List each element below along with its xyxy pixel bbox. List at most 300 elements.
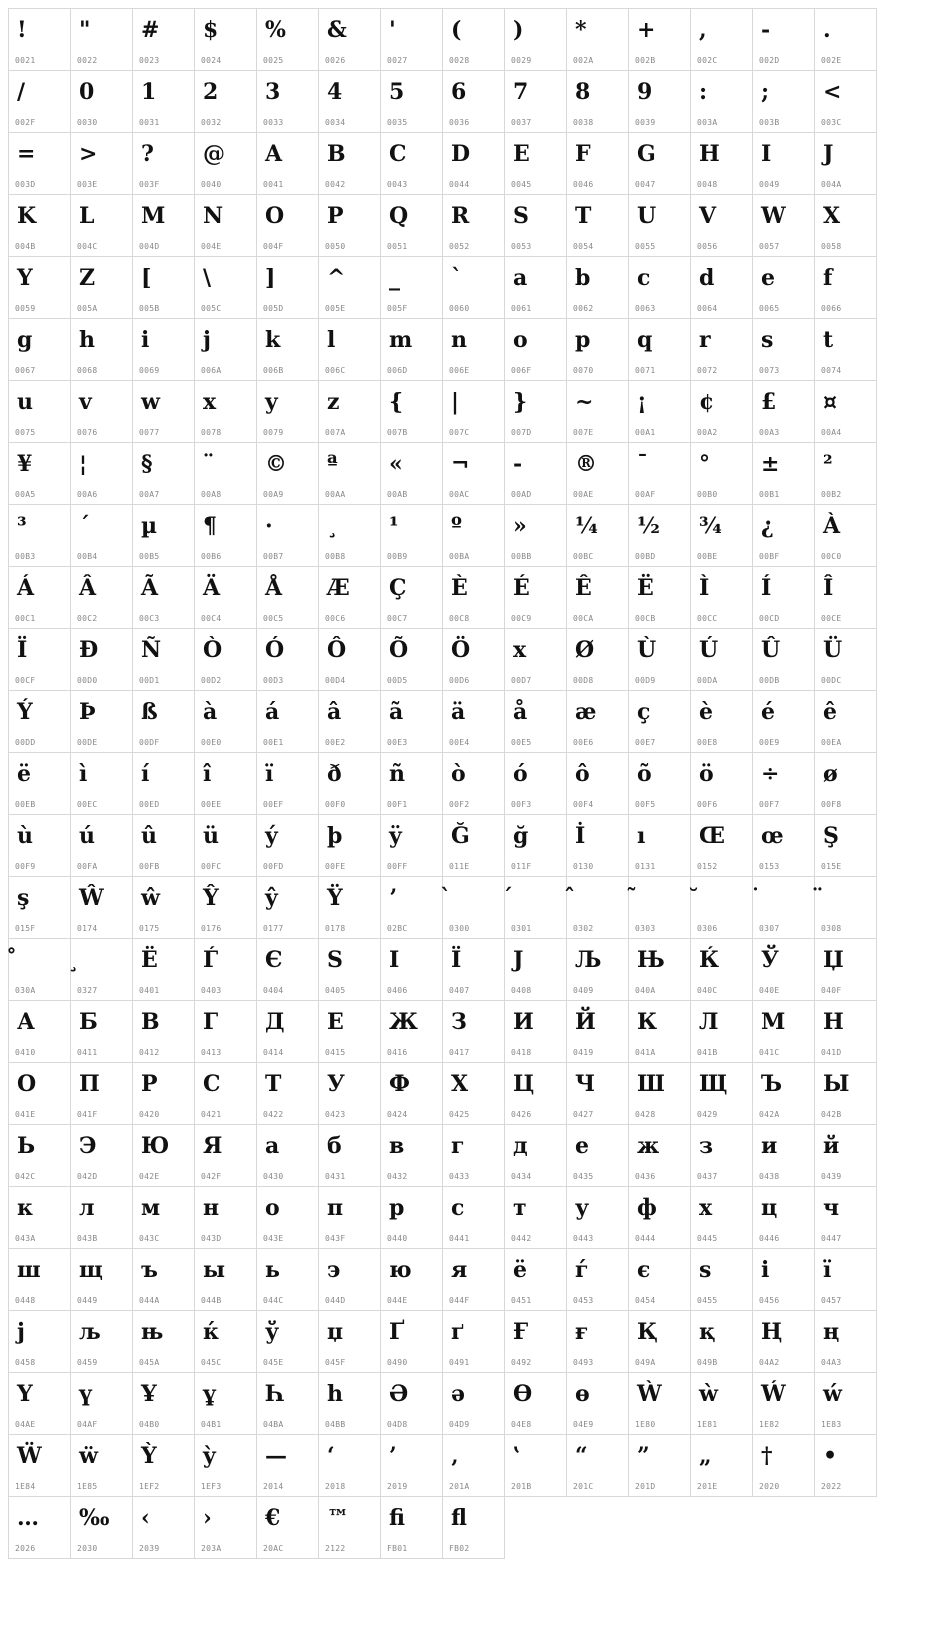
glyph-sample: ¯ — [637, 451, 648, 477]
glyph-cell — [505, 753, 567, 815]
glyph-sample: Ё — [141, 947, 158, 973]
glyph-cell — [71, 1001, 133, 1063]
glyph-sample: ª — [327, 451, 338, 477]
glyph-sample: û — [141, 823, 157, 849]
codepoint-label: 043C — [139, 1234, 160, 1243]
codepoint-label: 0048 — [697, 180, 718, 189]
codepoint-label: 0457 — [821, 1296, 842, 1305]
codepoint-label: 0022 — [77, 56, 98, 65]
glyph-cell — [195, 381, 257, 443]
glyph-cell — [319, 505, 381, 567]
codepoint-label: 0491 — [449, 1358, 470, 1367]
glyph-cell — [567, 257, 629, 319]
glyph-sample: G — [637, 141, 656, 167]
glyph-cell — [257, 1497, 319, 1559]
codepoint-label: 0057 — [759, 242, 780, 251]
glyph-cell — [9, 443, 71, 505]
codepoint-label: 007B — [387, 428, 408, 437]
glyph-sample: ý — [265, 823, 278, 849]
glyph-sample: Ê — [575, 575, 592, 601]
glyph-sample: à — [203, 699, 218, 725]
glyph-sample: н — [203, 1195, 220, 1221]
glyph-sample: Ý — [17, 699, 33, 725]
codepoint-label: 00C5 — [263, 614, 284, 623]
codepoint-label: 0052 — [449, 242, 470, 251]
codepoint-label: 04D9 — [449, 1420, 470, 1429]
glyph-cell — [319, 1311, 381, 1373]
glyph-sample: ÿ — [389, 823, 402, 849]
codepoint-label: 0411 — [77, 1048, 98, 1057]
glyph-sample: n — [451, 327, 467, 353]
glyph-cell — [9, 1001, 71, 1063]
codepoint-label: 040F — [821, 986, 842, 995]
glyph-cell — [691, 1435, 753, 1497]
glyph-sample: Â — [79, 575, 97, 601]
glyph-cell — [567, 939, 629, 1001]
codepoint-label: 0445 — [697, 1234, 718, 1243]
glyph-cell — [133, 1063, 195, 1125]
glyph-sample: a — [513, 265, 528, 291]
codepoint-label: 007D — [511, 428, 532, 437]
glyph-cell — [257, 505, 319, 567]
codepoint-label: 00DB — [759, 676, 780, 685]
glyph-cell — [753, 195, 815, 257]
codepoint-label: 0034 — [325, 118, 346, 127]
glyph-sample: ² — [823, 451, 833, 477]
glyph-cell — [71, 1063, 133, 1125]
codepoint-label: 00CC — [697, 614, 718, 623]
codepoint-label: 00F4 — [573, 800, 594, 809]
codepoint-label: 00AF — [635, 490, 656, 499]
glyph-cell — [133, 443, 195, 505]
glyph-sample: ` — [451, 265, 462, 291]
glyph-cell — [567, 443, 629, 505]
codepoint-label: 00CD — [759, 614, 780, 623]
codepoint-label: 0041 — [263, 180, 284, 189]
codepoint-label: 0178 — [325, 924, 346, 933]
codepoint-label: 00C6 — [325, 614, 346, 623]
glyph-sample: £ — [761, 389, 777, 415]
glyph-cell — [815, 1187, 877, 1249]
glyph-sample: { — [389, 389, 404, 415]
glyph-sample: Å — [265, 575, 283, 601]
codepoint-label: 00C4 — [201, 614, 222, 623]
glyph-cell — [9, 1435, 71, 1497]
glyph-sample: о — [265, 1195, 280, 1221]
codepoint-label: 04B1 — [201, 1420, 222, 1429]
glyph-cell — [71, 1435, 133, 1497]
glyph-sample: Ъ — [761, 1071, 783, 1097]
glyph-cell — [319, 257, 381, 319]
codepoint-label: 04E9 — [573, 1420, 594, 1429]
codepoint-label: 00EB — [15, 800, 36, 809]
codepoint-label: 0459 — [77, 1358, 98, 1367]
glyph-sample: л — [79, 1195, 95, 1221]
glyph-cell — [133, 877, 195, 939]
glyph-sample: , — [699, 17, 707, 43]
codepoint-label: 0429 — [697, 1110, 718, 1119]
glyph-sample: ‹ — [141, 1505, 150, 1531]
glyph-cell — [319, 1063, 381, 1125]
glyph-cell — [753, 1063, 815, 1125]
codepoint-label: 00C0 — [821, 552, 842, 561]
glyph-sample: - — [761, 17, 771, 43]
glyph-cell — [257, 1001, 319, 1063]
glyph-sample: A — [265, 141, 283, 167]
glyph-sample: ¶ — [203, 513, 217, 539]
codepoint-label: 003E — [77, 180, 98, 189]
codepoint-label: 0403 — [201, 986, 222, 995]
glyph-cell — [815, 319, 877, 381]
codepoint-label: 04D8 — [387, 1420, 408, 1429]
glyph-cell — [443, 1373, 505, 1435]
codepoint-label: 040A — [635, 986, 656, 995]
glyph-sample: Ж — [389, 1009, 418, 1035]
codepoint-label: 00D3 — [263, 676, 284, 685]
glyph-sample: ð — [327, 761, 342, 787]
glyph-sample: ^ — [327, 265, 346, 291]
glyph-sample: ж — [637, 1133, 660, 1159]
codepoint-label: 0055 — [635, 242, 656, 251]
glyph-sample: я — [451, 1257, 468, 1283]
glyph-sample: ь — [265, 1257, 280, 1283]
glyph-sample: 6 — [451, 79, 467, 105]
codepoint-label: 0079 — [263, 428, 284, 437]
glyph-cell — [133, 1125, 195, 1187]
glyph-cell — [691, 71, 753, 133]
glyph-cell — [567, 629, 629, 691]
codepoint-label: 004C — [77, 242, 98, 251]
glyph-cell — [381, 1497, 443, 1559]
glyph-sample: › — [203, 1505, 212, 1531]
glyph-cell — [257, 1249, 319, 1311]
codepoint-label: 005E — [325, 304, 346, 313]
glyph-sample: ¡ — [637, 389, 647, 415]
glyph-cell — [443, 319, 505, 381]
glyph-cell — [691, 939, 753, 1001]
glyph-cell — [753, 1373, 815, 1435]
glyph-sample: Ѓ — [203, 947, 219, 973]
codepoint-label: 041C — [759, 1048, 780, 1057]
glyph-sample: Т — [265, 1071, 282, 1097]
glyph-cell — [443, 877, 505, 939]
glyph-sample: Q — [389, 203, 409, 229]
codepoint-label: 00CB — [635, 614, 656, 623]
glyph-cell — [753, 319, 815, 381]
glyph-sample: é — [761, 699, 775, 725]
codepoint-label: 00EF — [263, 800, 284, 809]
glyph-sample: Ş — [823, 823, 839, 849]
codepoint-label: 042E — [139, 1172, 160, 1181]
glyph-sample: ẁ — [699, 1381, 718, 1407]
glyph-cell — [195, 1497, 257, 1559]
codepoint-label: 0419 — [573, 1048, 594, 1057]
codepoint-label: FB02 — [449, 1544, 470, 1553]
glyph-sample: « — [389, 451, 403, 477]
glyph-cell — [71, 815, 133, 877]
glyph-sample: Ш — [637, 1071, 665, 1097]
glyph-sample: ' — [389, 17, 396, 43]
glyph-sample: Ŷ — [203, 885, 219, 911]
glyph-sample: Ẅ — [17, 1443, 42, 1469]
glyph-cell — [195, 1187, 257, 1249]
glyph-sample: ş — [17, 885, 30, 911]
glyph-sample: » — [513, 513, 527, 539]
codepoint-label: 0455 — [697, 1296, 718, 1305]
codepoint-label: 005B — [139, 304, 160, 313]
codepoint-label: 0430 — [263, 1172, 284, 1181]
codepoint-label: 0415 — [325, 1048, 346, 1057]
codepoint-label: 00DE — [77, 738, 98, 747]
codepoint-label: 0036 — [449, 118, 470, 127]
codepoint-label: 1E84 — [15, 1482, 36, 1491]
glyph-cell — [691, 319, 753, 381]
glyph-sample: Û — [761, 637, 781, 663]
glyph-cell — [567, 71, 629, 133]
glyph-cell — [9, 1187, 71, 1249]
glyph-cell — [195, 691, 257, 753]
glyph-sample: — — [265, 1443, 287, 1469]
glyph-sample: µ — [141, 513, 158, 539]
glyph-sample: æ — [575, 699, 597, 725]
glyph-sample: À — [823, 513, 841, 539]
glyph-sample: ŷ — [265, 885, 278, 911]
codepoint-label: 04BA — [263, 1420, 284, 1429]
glyph-cell — [567, 1435, 629, 1497]
glyph-sample: ẅ — [79, 1443, 98, 1469]
glyph-cell — [195, 1435, 257, 1497]
glyph-cell — [319, 877, 381, 939]
codepoint-label: 201A — [449, 1482, 470, 1491]
codepoint-label: 045A — [139, 1358, 160, 1367]
codepoint-label: 006E — [449, 366, 470, 375]
glyph-sample: [ — [141, 265, 152, 291]
codepoint-label: 0440 — [387, 1234, 408, 1243]
glyph-sample: ғ — [575, 1319, 589, 1345]
codepoint-label: 002E — [821, 56, 842, 65]
glyph-sample: ” — [637, 1443, 650, 1469]
glyph-cell — [815, 133, 877, 195]
codepoint-label: 04B0 — [139, 1420, 160, 1429]
glyph-cell — [71, 1249, 133, 1311]
glyph-cell — [691, 133, 753, 195]
codepoint-label: 0056 — [697, 242, 718, 251]
glyph-cell — [629, 567, 691, 629]
glyph-sample: Ò — [203, 637, 223, 663]
glyph-cell — [505, 877, 567, 939]
glyph-sample: B — [327, 141, 346, 167]
glyph-sample: ¸ — [327, 513, 338, 539]
glyph-sample: Ÿ — [327, 885, 343, 911]
codepoint-label: 00F9 — [15, 862, 36, 871]
glyph-cell — [691, 1373, 753, 1435]
glyph-cell — [815, 815, 877, 877]
glyph-sample: ј — [17, 1319, 25, 1345]
glyph-sample: ê — [823, 699, 837, 725]
glyph-cell — [71, 381, 133, 443]
glyph-sample: Х — [451, 1071, 469, 1097]
glyph-cell — [567, 195, 629, 257]
glyph-cell — [133, 1311, 195, 1373]
codepoint-label: 00AB — [387, 490, 408, 499]
codepoint-label: 0040 — [201, 180, 222, 189]
glyph-cell — [629, 71, 691, 133]
codepoint-label: 00D1 — [139, 676, 160, 685]
codepoint-label: 0071 — [635, 366, 656, 375]
glyph-cell — [195, 1063, 257, 1125]
glyph-sample: ï — [265, 761, 274, 787]
codepoint-label: 045E — [263, 1358, 284, 1367]
glyph-sample: . — [823, 17, 831, 43]
codepoint-label: 041D — [821, 1048, 842, 1057]
codepoint-label: 00E7 — [635, 738, 656, 747]
codepoint-label: 002A — [573, 56, 594, 65]
glyph-sample: ò — [451, 761, 466, 787]
glyph-cell — [567, 1063, 629, 1125]
glyph-cell — [815, 567, 877, 629]
glyph-cell — [257, 1187, 319, 1249]
glyph-cell — [9, 567, 71, 629]
codepoint-label: 0058 — [821, 242, 842, 251]
glyph-cell — [505, 71, 567, 133]
codepoint-label: 00D5 — [387, 676, 408, 685]
glyph-sample: © — [265, 451, 287, 477]
glyph-cell — [195, 815, 257, 877]
glyph-cell — [71, 319, 133, 381]
glyph-sample: Ë — [637, 575, 654, 601]
glyph-cell — [319, 815, 381, 877]
glyph-sample: Í — [761, 575, 772, 601]
glyph-sample: L — [79, 203, 95, 229]
codepoint-label: 0428 — [635, 1110, 656, 1119]
glyph-sample: È — [451, 575, 468, 601]
glyph-cell — [753, 71, 815, 133]
codepoint-label: 00F0 — [325, 800, 346, 809]
glyph-sample: Ã — [141, 575, 159, 601]
glyph-sample: Ќ — [699, 947, 720, 973]
glyph-cell — [9, 939, 71, 1001]
glyph-cell — [753, 257, 815, 319]
glyph-cell — [319, 567, 381, 629]
codepoint-label: 00D6 — [449, 676, 470, 685]
glyph-cell — [71, 939, 133, 1001]
glyph-cell — [753, 1311, 815, 1373]
glyph-sample: Б — [79, 1009, 98, 1035]
glyph-cell — [753, 691, 815, 753]
glyph-cell — [505, 9, 567, 71]
glyph-sample: ~ — [575, 389, 594, 415]
glyph-sample: х — [699, 1195, 713, 1221]
codepoint-label: 0044 — [449, 180, 470, 189]
glyph-cell — [629, 133, 691, 195]
codepoint-label: 044F — [449, 1296, 470, 1305]
glyph-sample: „ — [699, 1443, 712, 1469]
glyph-cell — [257, 753, 319, 815]
codepoint-label: 0065 — [759, 304, 780, 313]
glyph-sample: ä — [451, 699, 466, 725]
codepoint-label: 00A5 — [15, 490, 36, 499]
glyph-cell — [381, 939, 443, 1001]
glyph-sample: џ — [327, 1319, 344, 1345]
codepoint-label: 0405 — [325, 986, 346, 995]
codepoint-label: 2122 — [325, 1544, 346, 1553]
codepoint-label: 049B — [697, 1358, 718, 1367]
glyph-cell — [629, 381, 691, 443]
glyph-cell — [9, 815, 71, 877]
glyph-sample: Г — [203, 1009, 219, 1035]
glyph-cell — [9, 195, 71, 257]
glyph-sample: œ — [761, 823, 784, 849]
codepoint-label: 00D9 — [635, 676, 656, 685]
codepoint-label: 00C8 — [449, 614, 470, 623]
glyph-cell — [753, 9, 815, 71]
glyph-sample: ¥ — [17, 451, 33, 477]
codepoint-label: 00F8 — [821, 800, 842, 809]
glyph-sample: ñ — [389, 761, 405, 787]
glyph-sample: N — [203, 203, 224, 229]
glyph-cell — [381, 877, 443, 939]
glyph-sample: • — [823, 1443, 838, 1469]
glyph-cell — [257, 1435, 319, 1497]
glyph-sample: ¹ — [389, 513, 399, 539]
codepoint-label: 00FC — [201, 862, 222, 871]
glyph-sample: Ы — [823, 1071, 850, 1097]
codepoint-label: 00C3 — [139, 614, 160, 623]
glyph-sample: ʼ — [389, 885, 397, 911]
glyph-sample: ө — [575, 1381, 590, 1407]
glyph-sample: И — [513, 1009, 534, 1035]
codepoint-label: 002D — [759, 56, 780, 65]
glyph-sample: Ц — [513, 1071, 535, 1097]
glyph-cell — [629, 9, 691, 71]
codepoint-label: 00FE — [325, 862, 346, 871]
codepoint-label: 042B — [821, 1110, 842, 1119]
glyph-sample: Љ — [575, 947, 602, 973]
glyph-sample: = — [17, 141, 36, 167]
codepoint-label: 00F6 — [697, 800, 718, 809]
codepoint-label: 0027 — [387, 56, 408, 65]
glyph-cell — [505, 691, 567, 753]
glyph-cell — [753, 133, 815, 195]
glyph-sample: § — [141, 451, 153, 477]
glyph-cell — [9, 9, 71, 71]
codepoint-label: 0401 — [139, 986, 160, 995]
glyph-sample: i — [141, 327, 150, 353]
glyph-cell — [195, 505, 257, 567]
glyph-cell — [9, 691, 71, 753]
codepoint-label: 00D4 — [325, 676, 346, 685]
glyph-cell — [319, 71, 381, 133]
glyph-sample: ң — [823, 1319, 840, 1345]
glyph-sample: 9 — [637, 79, 653, 105]
glyph-sample: Ð — [79, 637, 99, 663]
glyph-cell — [443, 443, 505, 505]
codepoint-label: 0042 — [325, 180, 346, 189]
glyph-cell — [505, 1249, 567, 1311]
codepoint-label: 003F — [139, 180, 160, 189]
glyph-cell — [9, 319, 71, 381]
codepoint-label: 00B0 — [697, 490, 718, 499]
codepoint-label: 0443 — [573, 1234, 594, 1243]
glyph-cell — [71, 1497, 133, 1559]
codepoint-label: 00EC — [77, 800, 98, 809]
glyph-sample: ø — [823, 761, 838, 787]
glyph-sample: P — [327, 203, 344, 229]
glyph-sample: Ф — [389, 1071, 410, 1097]
glyph-cell — [133, 567, 195, 629]
codepoint-label: 0437 — [697, 1172, 718, 1181]
codepoint-label: 0435 — [573, 1172, 594, 1181]
